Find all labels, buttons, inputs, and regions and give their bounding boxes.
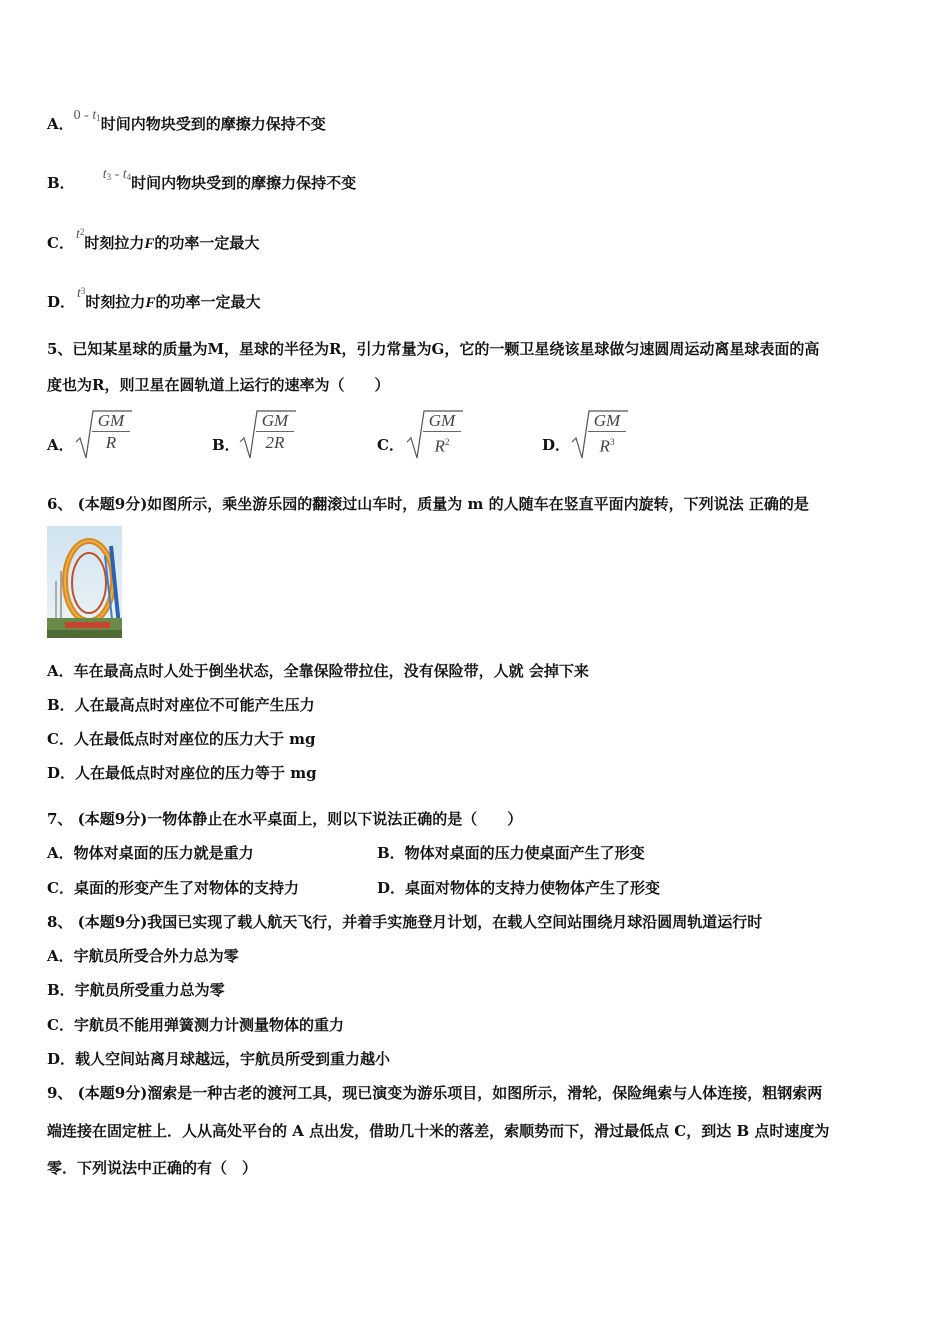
q5-option-a [47, 435, 74, 455]
q5-option-c [377, 435, 404, 455]
q8-option-b: B．宇航员所受重力总为零 [47, 981, 225, 999]
q6-option-d: D．人在最低点时对座位的压力等于 mg [47, 764, 317, 782]
q7-option-b: B．物体对桌面的压力使桌面产生了形变 [377, 844, 645, 862]
q5-radical-c: GM $R^2$ [405, 408, 465, 460]
math-expr: $0 - t_1$ [73, 108, 101, 123]
option-label: D． [542, 436, 571, 454]
q4-option-d: D． $t^3$时刻拉力F的功率一定最大 [47, 286, 261, 311]
option-label: C． [47, 234, 74, 252]
q5-radical-a: GM R [74, 408, 134, 460]
roller-coaster-image [47, 526, 122, 638]
q9-stem-line1: 9、 (本题9分)溜索是一种古老的渡河工具，现已演变为游乐项目，如图所示，滑轮，保险绳索与人体连接，粗钢索两 [47, 1084, 823, 1102]
q8-option-d: D．载人空间站离月球越远，宇航员所受到重力越小 [47, 1050, 391, 1068]
q6-option-c: C．人在最低点时对座位的压力大于 mg [47, 730, 316, 748]
q9-stem-line3: 零．下列说法中正确的有（ ） [47, 1159, 258, 1177]
q5-stem-line2: 度也为R，则卫星在圆轨道上运行的速率为（ ） [47, 376, 390, 394]
q6-option-b: B．人在最高点时对座位不可能产生压力 [47, 696, 315, 714]
math-expr: $t^2$ [75, 227, 85, 242]
option-text: 的功率一定最大 [155, 293, 261, 311]
option-label: C． [377, 436, 404, 454]
q4-option-a [47, 108, 326, 138]
option-label: A． [47, 115, 74, 133]
option-text: 时间内物块受到的摩擦力保持不变 [131, 174, 357, 192]
q5-option-d [542, 435, 570, 455]
q6-option-a: A．车在最高点时人处于倒坐状态，全靠保险带拉住，没有保险带，人就 会掉下来 [47, 662, 589, 680]
force-symbol: F [145, 295, 156, 311]
q6-stem: 6、 (本题9分)如图所示，乘坐游乐园的翻滚过山车时，质量为 m 的人随车在竖直平面内旋转，下列说法 正确的是 [47, 495, 809, 513]
option-label: B． [47, 174, 75, 192]
option-label: B． [212, 436, 240, 454]
q7-option-d: D．桌面对物体的支持力使物体产生了形变 [377, 879, 661, 897]
option-text: 的功率一定最大 [154, 234, 260, 252]
option-text: 时间内物块受到的摩擦力保持不变 [100, 115, 326, 133]
force-symbol: F [144, 236, 155, 252]
q5-radical-b: GM 2R [238, 408, 298, 460]
q4-option-c: C． $t^2$时刻拉力F的功率一定最大 [47, 227, 260, 252]
q8-option-a: A．宇航员所受合外力总为零 [47, 947, 239, 965]
q8-option-c: C．宇航员不能用弹簧测力计测量物体的重力 [47, 1016, 344, 1034]
q5-stem-line1: 5、已知某星球的质量为M，星球的半径为R，引力常量为G，它的一颗卫星绕该星球做匀速圆周运动离星球表面的高 [47, 340, 820, 358]
q5-option-b [212, 435, 240, 455]
q7-option-a: A．物体对桌面的压力就是重力 [47, 844, 254, 862]
option-label: A． [47, 436, 74, 454]
q4-option-b [47, 167, 357, 197]
q5-radical-d: GM $R^3$ [570, 408, 630, 460]
q7-stem: 7、 (本题9分)一物体静止在水平桌面上，则以下说法正确的是（ ） [47, 810, 523, 828]
option-label: D． [47, 293, 76, 311]
q9-stem-line2: 端连接在固定桩上．人从高处平台的 A 点出发，借助几十米的落差，索顺势而下，滑过最低点 C，到达 B 点时速度为 [47, 1122, 830, 1140]
math-expr: $t^3$ [77, 286, 86, 301]
q7-option-c: C．桌面的形变产生了对物体的支持力 [47, 879, 299, 897]
math-expr: $t_3 - t_4$ [102, 167, 132, 182]
q8-stem: 8、 (本题9分)我国已实现了载人航天飞行，并着手实施登月计划，在载人空间站围绕月球沿圆周轨道运行时 [47, 913, 763, 931]
